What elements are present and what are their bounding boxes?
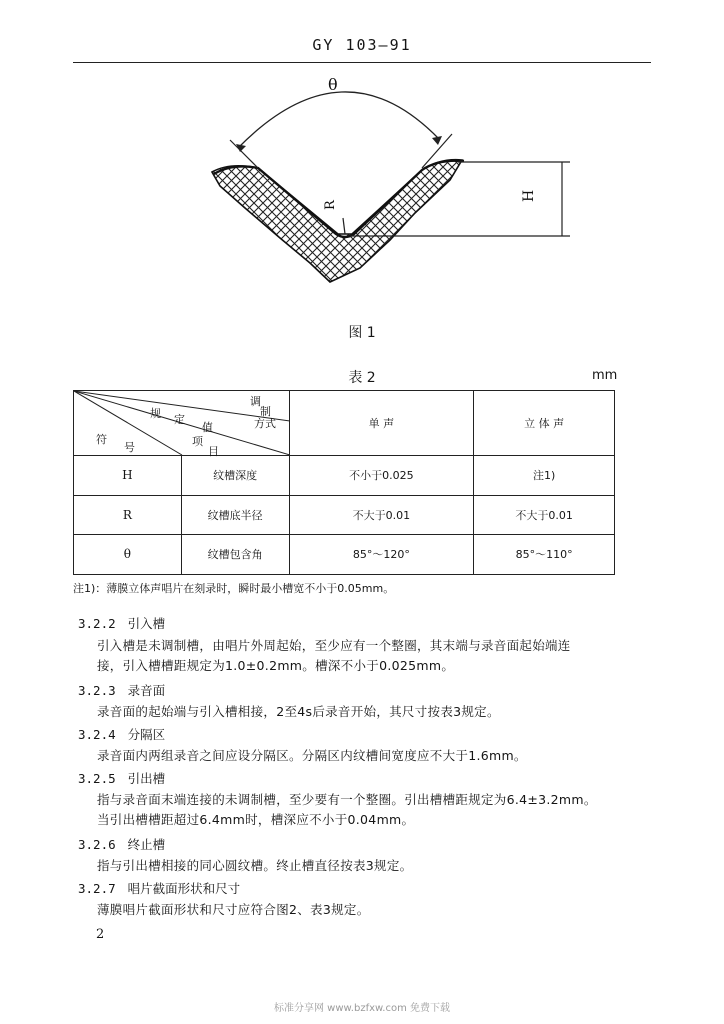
section-title: 录音面 [127,683,166,698]
cell-stereo: 85°～110° [474,535,615,575]
section-body [97,636,657,676]
section-heading [78,835,165,853]
cell-stereo: 不大于0.01 [474,495,615,535]
header-mode-1: 调 [250,395,261,408]
section-body [97,746,657,766]
section-body [97,790,657,830]
header-symbol-2: 号 [124,441,135,454]
depth-label: H [521,189,537,202]
groove-cross-section-figure [200,68,580,298]
section-heading [78,725,165,743]
section-body [97,702,657,722]
table-row [74,495,615,535]
header-value-1: 规 [150,407,161,420]
radius-leader [343,218,345,234]
section-title: 终止槽 [127,837,166,852]
body-line: 薄膜唱片截面形状和尺寸应符合图2、表3规定。 [97,902,370,917]
body-line: 接，引入槽槽距规定为1.0±0.2mm。槽深不小于0.025mm。 [97,658,455,673]
cell-symbol: R [74,495,182,535]
section-title: 引入槽 [127,616,166,631]
diagonal-header-cell [74,391,290,456]
body-line: 指与录音面末端连接的未调制槽，至少要有一个整圈。引出槽槽距规定为6.4±3.2mm。 [97,792,597,807]
header-stereo: 立 体 声 [474,391,615,456]
cell-mono: 85°～120° [289,535,474,575]
table-header-row [74,391,615,456]
body-line: 引入槽是未调制槽，由唱片外周起始，至少应有一个整圈，其末端与录音面起始端连 [97,638,571,653]
section-title: 分隔区 [127,727,166,742]
figure-caption: 图 1 [348,325,376,341]
footer-watermark: 标准分享网 www.bzfxw.com 免费下载 [274,1003,450,1014]
header-item-1: 项 [192,435,203,448]
table-footnote: 注1)：薄膜立体声唱片在刻录时，瞬时最小槽宽不小于0.05mm。 [73,582,395,595]
header-rule [73,62,651,63]
section-body [97,856,657,876]
body-line: 录音面内两组录音之间应设分隔区。分隔区内纹槽间宽度应不大于1.6mm。 [97,748,527,763]
section-number: 3.2.7 [78,881,116,896]
section-number: 3.2.5 [78,771,116,786]
header-item-2: 目 [208,445,219,458]
document-code: GY 103—91 [312,36,412,54]
cell-item: 纹槽底半径 [181,495,289,535]
header-mode-3: 方式 [254,417,276,430]
cell-item: 纹槽包含角 [181,535,289,575]
cell-symbol: H [74,456,182,496]
header-mono: 单 声 [289,391,474,456]
header-mode-2: 制 [260,405,271,418]
header-value-2: 定 [174,413,185,426]
table-title: 表 2 [348,370,376,386]
radius-label: R [323,200,338,210]
section-title: 唱片截面形状和尺寸 [127,881,241,896]
cell-item: 纹槽深度 [181,456,289,496]
angle-label: θ [328,75,338,94]
section-number: 3.2.2 [78,616,116,631]
header-symbol-1: 符 [96,433,107,446]
page-number: 2 [96,927,105,942]
angle-arc [238,92,440,148]
table-unit: mm [592,368,618,383]
section-title: 引出槽 [127,771,166,786]
groove-spec-table [73,390,615,575]
section-number: 3.2.4 [78,727,116,742]
angle-flank-left [230,140,258,168]
cell-mono: 不大于0.01 [289,495,474,535]
section-heading [78,769,165,787]
cell-stereo: 注1) [474,456,615,496]
section-number: 3.2.6 [78,837,116,852]
groove-material [212,160,462,282]
section-heading [78,614,165,632]
section-number: 3.2.3 [78,683,116,698]
section-heading [78,879,240,897]
table-row [74,456,615,496]
angle-arrow-right [432,136,442,145]
cell-symbol: θ [74,535,182,575]
cell-mono: 不小于0.025 [289,456,474,496]
body-line: 录音面的起始端与引入槽相接，2至4s后录音开始，其尺寸按表3规定。 [97,704,500,719]
header-value-3: 值 [202,421,213,434]
section-body [97,900,657,920]
table-row [74,535,615,575]
body-line: 指与引出槽相接的同心圆纹槽。终止槽直径按表3规定。 [97,858,413,873]
body-line: 当引出槽槽距超过6.4mm时，槽深应不小于0.04mm。 [97,812,415,827]
section-heading [78,681,165,699]
